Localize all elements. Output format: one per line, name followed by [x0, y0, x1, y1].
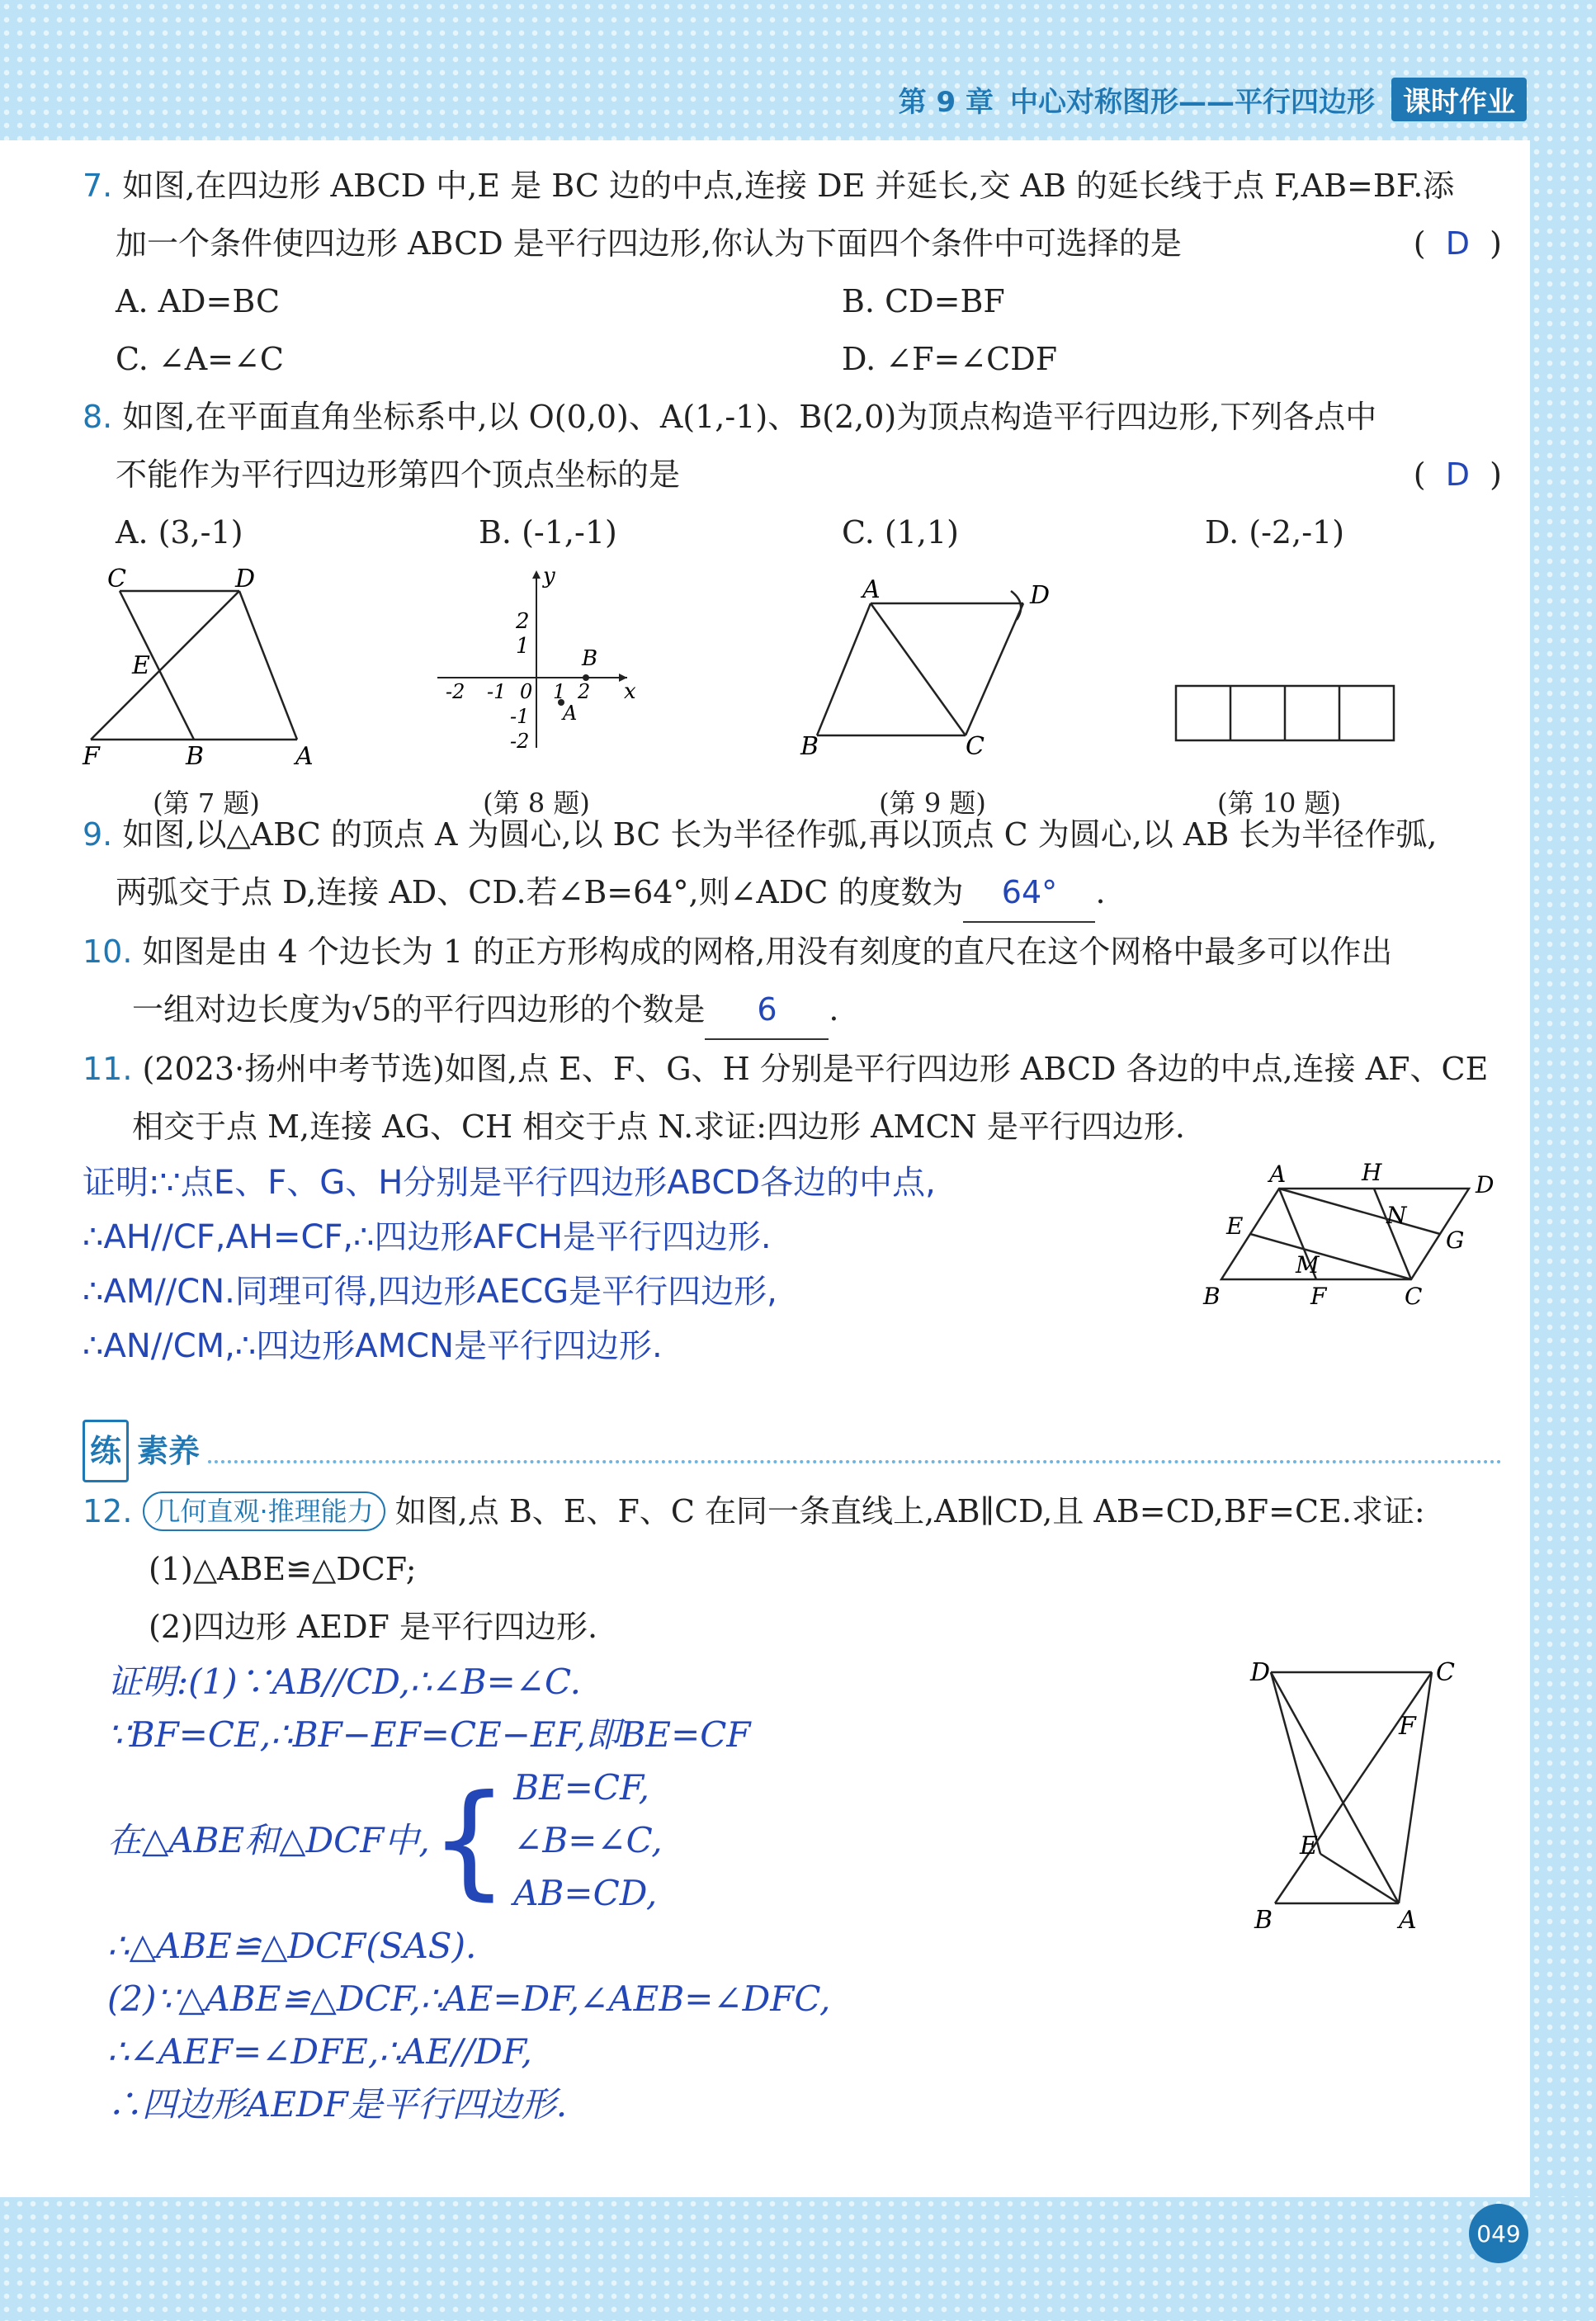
figure-8 — [429, 564, 800, 819]
question-number: 10. — [83, 934, 133, 970]
answer-choice: D — [1445, 456, 1471, 493]
page-content — [83, 157, 1502, 2131]
question-8 — [83, 388, 1502, 561]
point-label: D — [1476, 1171, 1494, 1198]
tick-label: -2 — [446, 680, 465, 703]
question-text: 如图,点 B、E、F、C 在同一条直线上,AB∥CD,且 AB=CD,BF=CE.求证: — [394, 1493, 1425, 1529]
figure-7-diagram — [83, 565, 330, 771]
option: C. (1,1) — [842, 514, 959, 551]
tick-label: 2 — [578, 680, 591, 703]
figure-12-diagram — [1238, 1656, 1502, 1936]
figure-7 — [83, 565, 429, 819]
figure-9-diagram — [800, 566, 1065, 761]
point-label: C — [107, 565, 126, 593]
answer-blank: 64° — [963, 863, 1095, 923]
question-number: 7. — [83, 168, 113, 204]
point-label: D — [235, 565, 256, 593]
section-title: 素养 — [137, 1433, 201, 1469]
question-number: 9. — [83, 816, 113, 853]
point-label: E — [1300, 1832, 1318, 1860]
proof-line: 证明:(1)∵AB//CD,∴∠B=∠C. — [107, 1662, 581, 1702]
tick-label: -2 — [510, 730, 530, 753]
point-label: M — [1296, 1251, 1320, 1279]
question-text: 一组对边长度为√5的平行四边形的个数是 — [132, 991, 706, 1028]
point-label: N — [1386, 1202, 1407, 1229]
point-label: A — [1269, 1160, 1287, 1188]
point-label: E — [1226, 1212, 1244, 1240]
question-9: 9. 如图,以△ABC 的顶点 A 为圆心,以 BC 长为半径作弧,再以顶点 C 为圆心,以 AB 长为半径作弧, 两弧交于点 D,连接 AD、CD.若∠B=64°,则∠ADC 的度数为 64° . — [83, 806, 1502, 923]
option: B. (-1,-1) — [479, 514, 617, 551]
tick-label: -1 — [510, 705, 530, 728]
proof-line: ∴AH//CF,AH=CF,∴四边形AFCH是平行四边形. — [83, 1218, 772, 1256]
question-number: 11. — [83, 1051, 133, 1087]
proof — [83, 1656, 1238, 2131]
proof-line: ∴AM//CN.同理可得,四边形AECG是平行四边形, — [83, 1273, 777, 1311]
point-label: B — [1203, 1283, 1221, 1310]
tick-label: 1 — [553, 680, 566, 703]
proof-line: ∴AN//CM,∴四边形AMCN是平行四边形. — [83, 1327, 663, 1365]
point-label: D — [1250, 1658, 1271, 1687]
dotted-rule — [208, 1439, 1502, 1463]
point-label: A — [295, 742, 314, 771]
answer-paren: ( D ) — [1413, 225, 1502, 262]
proof-line: ∴△ABE≌△DCF(SAS). — [107, 1926, 477, 1966]
axis-label: y — [543, 564, 555, 589]
point-label: B — [800, 732, 819, 761]
point-label: D — [1030, 581, 1051, 610]
point-label: H — [1362, 1159, 1382, 1186]
left-brace: { — [429, 1769, 509, 1912]
running-header — [842, 74, 1527, 124]
point-label: A — [563, 702, 578, 725]
sub-question: (1)△ABE≌△DCF; — [149, 1551, 417, 1587]
tick-label: -1 — [487, 680, 507, 703]
option: B. CD=BF — [842, 283, 1005, 319]
question-text: 如图,在平面直角坐标系中,以 O(0,0)、A(1,-1)、B(2,0)为顶点构造平行四边形,下列各点中 — [122, 399, 1377, 435]
point-label: A — [1399, 1906, 1417, 1935]
proof-line: (2)∵△ABE≌△DCF,∴AE=DF,∠AEB=∠DFC, — [107, 1978, 831, 2019]
figure-8-diagram — [429, 566, 644, 756]
point-label: C — [966, 732, 985, 761]
option: A. (3,-1) — [116, 514, 243, 551]
point-label: E — [132, 651, 150, 680]
question-7 — [83, 157, 1502, 388]
point-label: B — [1254, 1906, 1273, 1935]
figure-caption: (第 10 题) — [1216, 787, 1342, 819]
point-label: B — [582, 646, 598, 671]
figures-row — [83, 564, 1502, 819]
answer-blank: 6 — [705, 981, 829, 1040]
series-badge: 课时作业 — [1391, 78, 1527, 121]
figure-caption: (第 7 题) — [153, 787, 260, 819]
brace-line: ∠B=∠C, — [513, 1820, 663, 1860]
question-text: 如图,在四边形 ABCD 中,E 是 BC 边的中点,连接 DE 并延长,交 AB 的延长线于点 F,AB=BF.添 — [122, 168, 1455, 204]
figure-11-diagram — [1188, 1156, 1502, 1321]
brace-line: BE=CF, — [513, 1767, 650, 1808]
page-number: 049 — [1469, 2204, 1528, 2263]
point-label: C — [1436, 1658, 1455, 1687]
point-label: G — [1446, 1227, 1465, 1254]
bottom-frame — [0, 2197, 1596, 2321]
proof-line: 证明:∵点E、F、G、H分别是平行四边形ABCD各边的中点, — [83, 1164, 936, 1202]
figure-caption: (第 9 题) — [879, 787, 986, 819]
option: D. ∠F=∠CDF — [842, 341, 1058, 377]
skill-tag: 几何直观·推理能力 — [143, 1491, 385, 1531]
answer-paren: ( D ) — [1413, 456, 1502, 493]
question-text: 不能作为平行四边形第四个顶点坐标的是 — [116, 456, 681, 493]
axis-label: x — [624, 679, 636, 704]
figure-9 — [800, 566, 1155, 819]
section-header — [83, 1420, 1502, 1482]
point-label: B — [186, 742, 205, 771]
point-label: A — [862, 575, 881, 604]
right-frame — [1530, 0, 1596, 2321]
question-text: 如图是由 4 个边长为 1 的正方形构成的网格,用没有刻度的直尺在这个网格中最多可以作出 — [142, 934, 1393, 970]
point-label: F — [1310, 1283, 1327, 1310]
brace-line: AB=CD, — [513, 1873, 658, 1913]
proof — [83, 1156, 1188, 1403]
figure-caption: (第 8 题) — [483, 787, 590, 819]
question-number: 8. — [83, 399, 113, 435]
question-text: 相交于点 M,连接 AG、CH 相交于点 N.求证:四边形 AMCN 是平行四边形. — [132, 1109, 1185, 1145]
question-11 — [83, 1040, 1502, 1403]
tick-label: 1 — [516, 634, 530, 659]
section-icon: 练 — [83, 1420, 129, 1482]
question-text: 两弧交于点 D,连接 AD、CD.若∠B=64°,则∠ADC 的度数为 — [116, 874, 964, 910]
proof-line: ∴四边形AEDF是平行四边形. — [107, 2084, 568, 2125]
proof-line: ∴∠AEF=∠DFE,∴AE//DF, — [107, 2031, 532, 2072]
answer-choice: D — [1445, 225, 1471, 262]
question-10: 10. 如图是由 4 个边长为 1 的正方形构成的网格,用没有刻度的直尺在这个网格中最多可以作出 一组对边长度为√5的平行四边形的个数是 6 . — [83, 923, 1502, 1040]
option: A. AD=BC — [116, 283, 281, 319]
point-label: F — [83, 742, 100, 771]
proof-line: ∵BF=CE,∴BF−EF=CE−EF,即BE=CF — [107, 1714, 751, 1755]
option: D. (-2,-1) — [1205, 514, 1345, 551]
figure-10-grid — [1155, 566, 1403, 756]
question-text: (2023·扬州中考节选)如图,点 E、F、G、H 分别是平行四边形 ABCD 各边的中点,连接 AF、CE — [142, 1051, 1489, 1087]
chapter-title: 中心对称图形——平行四边形 — [1010, 85, 1375, 119]
sub-question: (2)四边形 AEDF 是平行四边形. — [149, 1609, 598, 1645]
figure-10 — [1155, 566, 1403, 819]
proof-line: 在△ABE和△DCF中, — [107, 1820, 430, 1860]
point-label: C — [1405, 1283, 1423, 1310]
question-12 — [83, 1482, 1502, 2131]
tick-label: 0 — [520, 680, 533, 703]
question-number: 12. — [83, 1493, 133, 1529]
question-text: 加一个条件使四边形 ABCD 是平行四边形,你认为下面四个条件中可选择的是 — [116, 225, 1182, 262]
point-label: F — [1399, 1712, 1416, 1741]
chapter-label: 第 9 章 — [898, 85, 994, 119]
tick-label: 2 — [516, 609, 530, 634]
option: C. ∠A=∠C — [116, 341, 284, 377]
question-text: 如图,以△ABC 的顶点 A 为圆心,以 BC 长为半径作弧,再以顶点 C 为圆心,以 AB 长为半径作弧, — [122, 816, 1438, 853]
